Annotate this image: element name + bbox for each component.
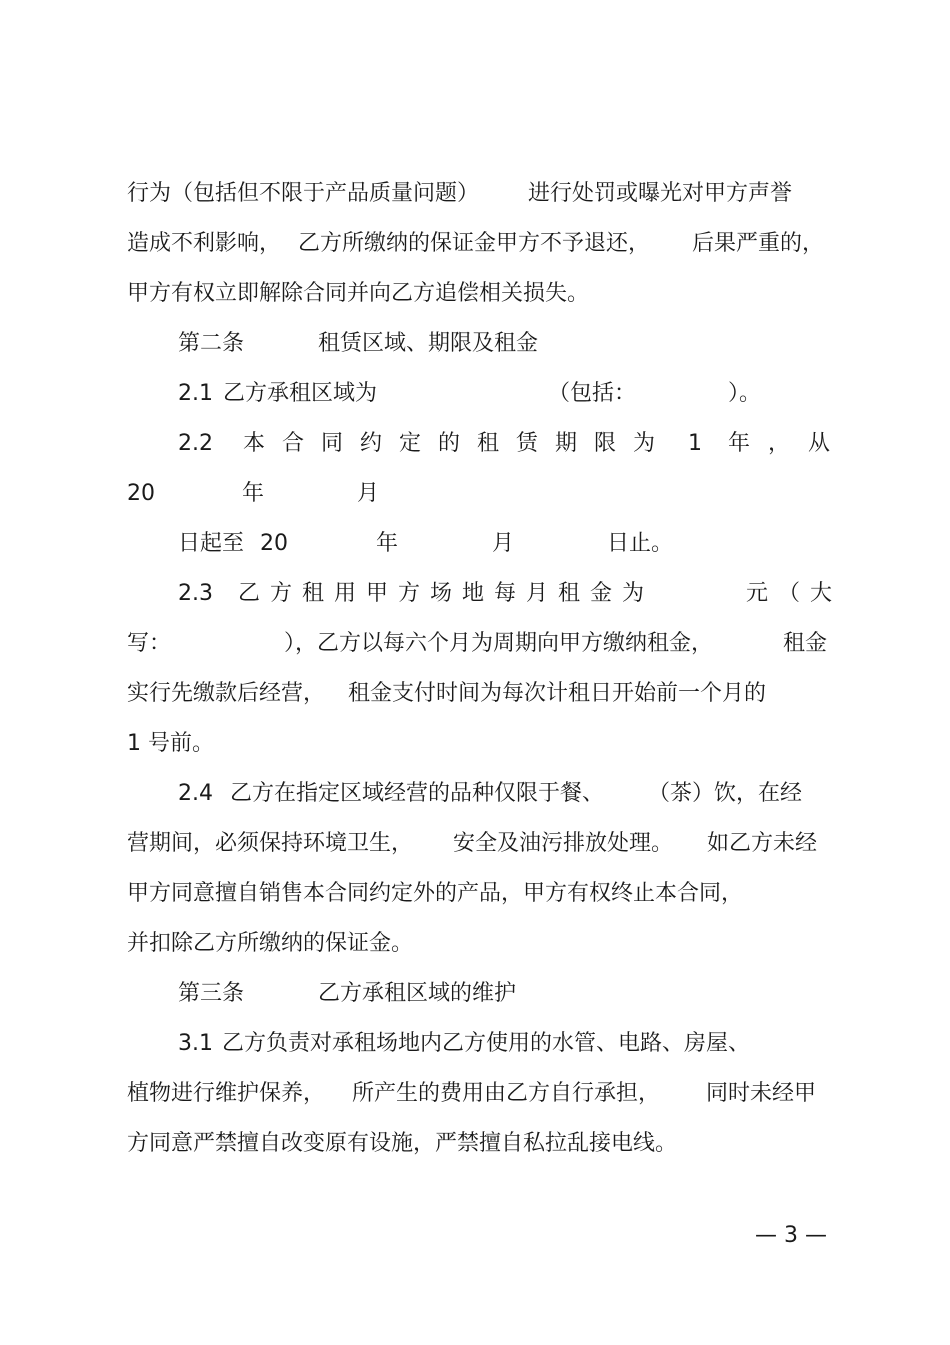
section-heading [0, 324, 950, 364]
text-char: 场 [430, 581, 453, 606]
text-line [0, 524, 950, 564]
text-segment: 乙方负责对承租场地内乙方使用的水管、电路、房屋、 [222, 1031, 751, 1056]
text-segment: 如乙方未经 [707, 831, 818, 856]
text-line [0, 1024, 950, 1064]
text-char: 从 [808, 431, 831, 456]
text-char: 用 [334, 581, 357, 606]
text-char: 同 [321, 431, 344, 456]
text-segment: （包括： [548, 381, 637, 406]
text-segment: 租金 [783, 631, 828, 656]
text-segment: 租金支付时间为每次计租日开始前一个月的 [348, 681, 767, 706]
text-segment: 乙方所缴纳的保证金甲方不予退还， [298, 231, 651, 256]
text-line [0, 624, 950, 664]
text-segment: 同时未经甲 [706, 1081, 817, 1106]
text-segment: 并扣除乙方所缴纳的保证金。 [127, 931, 414, 956]
text-line [0, 424, 950, 464]
text-segment: 20 [127, 481, 155, 506]
text-segment: 年 [376, 531, 399, 556]
text-char: 的 [438, 431, 461, 456]
text-segment: 月 [357, 481, 380, 506]
section-title: 乙方承租区域的维护 [318, 981, 517, 1006]
clause-number: 2.2 [178, 431, 213, 456]
text-char: 约 [360, 431, 383, 456]
text-segment: 进行处罚或曝光对甲方声誉 [528, 181, 793, 206]
text-char: 限 [594, 431, 617, 456]
text-segment: 造成不利影响， [127, 231, 282, 256]
page-number: — 3 — [755, 1223, 827, 1248]
text-segment: 后果严重的， [692, 231, 825, 256]
text-segment: 营期间，必须保持环境卫生， [127, 831, 414, 856]
text-char: 地 [462, 581, 485, 606]
text-line [0, 724, 950, 764]
text-char: 租 [302, 581, 325, 606]
text-char: 合 [282, 431, 305, 456]
text-char: 金 [590, 581, 613, 606]
text-segment: 实行先缴款后经营， [127, 681, 326, 706]
text-line [0, 1124, 950, 1164]
section-title: 租赁区域、期限及租金 [318, 331, 539, 356]
text-segment: 安全及油污排放处理。 [453, 831, 674, 856]
text-line [0, 1074, 950, 1114]
text-segment: 年 [242, 481, 265, 506]
text-char: 方 [270, 581, 293, 606]
section-heading [0, 974, 950, 1014]
text-segment: 乙方在指定区域经营的品种仅限于餐、 [230, 781, 605, 806]
text-segment: 行为（包括但不限于产品质量问题） [127, 181, 480, 206]
section-number: 第三条 [178, 981, 245, 1006]
text-line [0, 774, 950, 814]
text-line [0, 274, 950, 314]
section-number: 第二条 [178, 331, 245, 356]
text-segment: 日起至 [178, 531, 245, 556]
text-char: ， [768, 431, 791, 456]
text-line [0, 174, 950, 214]
text-char: 租 [558, 581, 581, 606]
text-char: 本 [243, 431, 266, 456]
text-segment: 甲方有权立即解除合同并向乙方追偿相关损失。 [127, 281, 590, 306]
text-segment: （茶）饮，在经 [648, 781, 803, 806]
text-char: 乙 [238, 581, 261, 606]
clause-number: 2.1 [178, 381, 213, 406]
text-char: 期 [555, 431, 578, 456]
clause-number: 2.4 [178, 781, 213, 806]
text-line [0, 874, 950, 914]
text-segment: 20 [260, 531, 288, 556]
text-line [0, 824, 950, 864]
text-segment: 1 号前。 [127, 731, 214, 756]
text-segment: ），乙方以每六个月为周期向甲方缴纳租金， [284, 631, 714, 656]
text-char: （ [778, 581, 801, 606]
text-char: 赁 [516, 431, 539, 456]
text-line [0, 574, 950, 614]
text-segment: ）。 [728, 381, 762, 406]
text-char: 月 [526, 581, 549, 606]
text-segment: 方同意严禁擅自改变原有设施，严禁擅自私拉乱接电线。 [127, 1131, 678, 1156]
text-char: 租 [477, 431, 500, 456]
text-char: 大 [810, 581, 833, 606]
text-line [0, 674, 950, 714]
text-segment: 乙方承租区域为 [223, 381, 378, 406]
text-char: 方 [398, 581, 421, 606]
text-segment: 所产生的费用由乙方自行承担， [352, 1081, 661, 1106]
text-char: 定 [399, 431, 422, 456]
text-segment: 甲方同意擅自销售本合同约定外的产品，甲方有权终止本合同， [127, 881, 744, 906]
text-segment: 日止。 [607, 531, 674, 556]
clause-number: 2.3 [178, 581, 213, 606]
clause-number: 3.1 [178, 1031, 213, 1056]
text-char: 元 [746, 581, 769, 606]
text-char: 1 [688, 431, 702, 456]
text-char: 每 [494, 581, 517, 606]
text-line [0, 924, 950, 964]
text-segment: 植物进行维护保养， [127, 1081, 326, 1106]
text-char: 年 [728, 431, 751, 456]
text-char: 为 [622, 581, 645, 606]
text-line [0, 374, 950, 414]
text-segment: 写： [127, 631, 172, 656]
text-char: 甲 [366, 581, 389, 606]
text-line [0, 474, 950, 514]
text-char: 为 [633, 431, 656, 456]
text-segment: 月 [492, 531, 515, 556]
text-line [0, 224, 950, 264]
